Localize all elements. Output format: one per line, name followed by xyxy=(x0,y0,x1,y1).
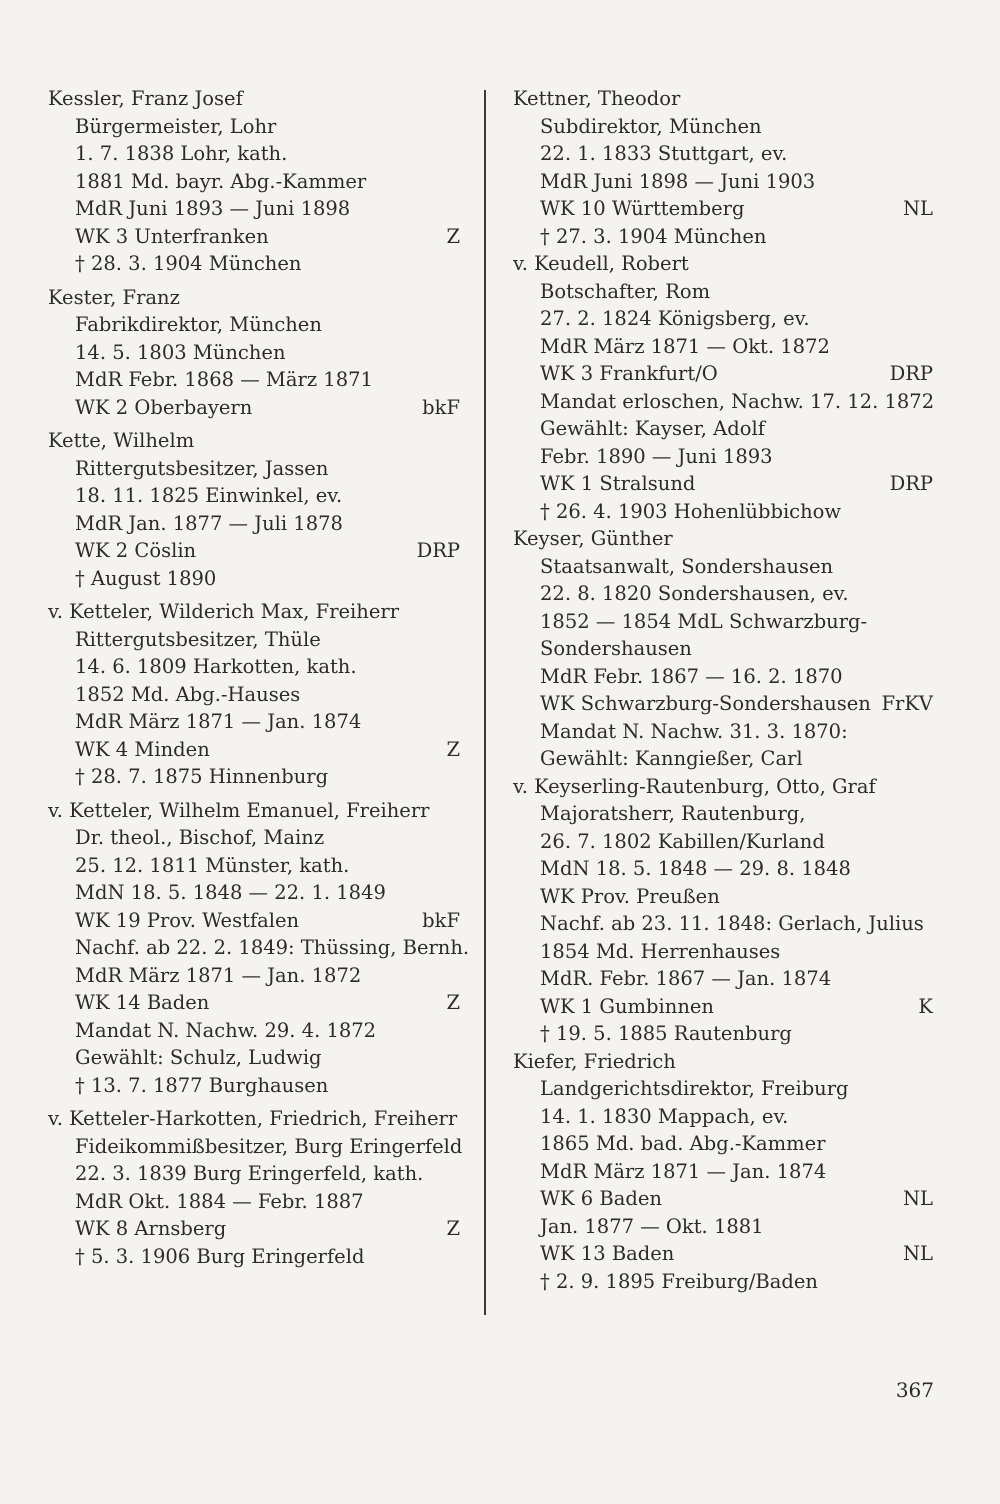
entry-detail-text: Gewählt: Kayser, Adolf xyxy=(540,417,765,440)
entry-name-text: Keyser, Günther xyxy=(513,527,673,550)
party-tag: NL xyxy=(902,1187,933,1210)
entry-detail-line xyxy=(513,1158,933,1186)
entry-detail-text: MdR. Febr. 1867 — Jan. 1874 xyxy=(540,967,832,990)
entry-detail-text: † 19. 5. 1885 Rautenburg xyxy=(540,1022,792,1045)
entry-detail-line xyxy=(513,168,933,196)
party-tag: Z xyxy=(446,1217,460,1240)
entry-name-text: Kester, Franz xyxy=(48,285,180,309)
entry-detail-text: Fideikommißbesitzer, Burg Eringerfeld xyxy=(75,1134,463,1158)
entry-detail-line xyxy=(48,113,460,141)
column-divider xyxy=(484,90,486,1315)
entry-detail-text: Febr. 1890 — Juni 1893 xyxy=(540,444,773,468)
entry-detail-line xyxy=(48,1017,460,1045)
entry-detail-text: WK 19 Prov. Westfalen xyxy=(75,908,300,932)
entry-detail-line xyxy=(513,690,933,718)
entry-detail-text: † 28. 7. 1875 Hinnenburg xyxy=(75,765,329,788)
entry-detail-line xyxy=(513,415,933,443)
entry-detail-line xyxy=(513,360,933,388)
entry-detail-line xyxy=(513,718,933,746)
entry-detail-line xyxy=(48,1243,460,1271)
party-tag: DRP xyxy=(416,539,460,562)
entry-detail-text: MdR Jan. 1877 — Juli 1878 xyxy=(75,511,343,535)
entry-name xyxy=(513,85,933,113)
party-tag: DRP xyxy=(889,362,933,385)
party-tag: Z xyxy=(446,224,460,248)
entry-detail-text: WK 3 Frankfurt/O xyxy=(540,362,718,385)
entry-detail-text: 26. 7. 1802 Kabillen/Kurland xyxy=(540,829,825,853)
entry-detail-text: MdR März 1871 — Jan. 1872 xyxy=(75,963,362,987)
entry-detail-line xyxy=(48,879,460,907)
entry-detail-line xyxy=(513,140,933,168)
entry-detail-text: 14. 6. 1809 Harkotten, kath. xyxy=(75,655,357,678)
entry-detail-text: 1. 7. 1838 Lohr, kath. xyxy=(75,142,288,165)
entry-detail-text: 14. 1. 1830 Mappach, ev. xyxy=(540,1104,789,1128)
party-tag: DRP xyxy=(889,472,933,495)
entry-detail-text: MdR März 1871 — Jan. 1874 xyxy=(75,710,362,733)
entry-detail-line xyxy=(48,1133,463,1161)
entry-detail-line xyxy=(513,1130,933,1158)
entry-detail-line xyxy=(513,635,933,663)
entry-name xyxy=(513,1048,933,1076)
entry-detail-line xyxy=(513,1075,933,1103)
entry-detail-text: 1852 Md. Abg.-Hauses xyxy=(75,682,301,706)
entry-detail-line xyxy=(48,394,460,422)
entry-detail-line xyxy=(513,333,933,361)
biography-entry xyxy=(513,85,933,250)
entry-detail-line xyxy=(48,339,460,367)
entry-detail-text: † 28. 3. 1904 München xyxy=(75,252,302,275)
entry-detail-line xyxy=(48,195,460,223)
entry-detail-text: 22. 1. 1833 Stuttgart, ev. xyxy=(540,142,788,165)
entry-name xyxy=(48,598,460,626)
entry-detail-line xyxy=(513,910,933,938)
entry-detail-text: Gewählt: Kanngießer, Carl xyxy=(540,747,803,770)
entry-detail-line xyxy=(513,965,933,993)
entry-detail-text: Mandat erloschen, Nachw. 17. 12. 1872 xyxy=(540,389,935,413)
right-column xyxy=(513,85,933,1295)
entry-detail-line xyxy=(513,443,933,471)
entry-name-text: v. Ketteler, Wilhelm Emanuel, Freiherr xyxy=(48,798,430,822)
entry-name xyxy=(48,85,460,113)
entry-detail-text: Nachf. ab 22. 2. 1849: Thüssing, Bernh. xyxy=(75,936,470,959)
entry-detail-line xyxy=(513,663,933,691)
entry-detail-line xyxy=(48,989,460,1017)
entry-detail-text: Rittergutsbesitzer, Thüle xyxy=(75,627,321,651)
entry-detail-text: 14. 5. 1803 München xyxy=(75,340,286,364)
entry-detail-line xyxy=(48,653,460,681)
entry-detail-text: † 26. 4. 1903 Hohenlübbichow xyxy=(540,499,842,523)
entry-detail-line xyxy=(48,565,460,593)
entry-detail-text: 27. 2. 1824 Königsberg, ev. xyxy=(540,307,810,330)
biography-entry xyxy=(513,773,933,1048)
entry-detail-line xyxy=(48,852,460,880)
entry-detail-line xyxy=(513,1020,933,1048)
entry-detail-text: 1852 — 1854 MdL Schwarzburg- xyxy=(540,609,868,633)
entry-detail-text: Subdirektor, München xyxy=(540,114,762,138)
entry-detail-text: † 27. 3. 1904 München xyxy=(540,224,767,248)
entry-detail-line xyxy=(48,824,460,852)
entry-detail-line xyxy=(513,498,933,526)
entry-detail-text: MdR Okt. 1884 — Febr. 1887 xyxy=(75,1189,364,1213)
entry-detail-line xyxy=(513,580,933,608)
entry-detail-text: Fabrikdirektor, München xyxy=(75,313,322,336)
entry-name-text: Kette, Wilhelm xyxy=(48,429,195,452)
entry-detail-text: Gewählt: Schulz, Ludwig xyxy=(75,1046,322,1069)
entry-detail-text: WK 2 Cöslin xyxy=(75,539,197,562)
entry-detail-line xyxy=(48,708,460,736)
entry-detail-line xyxy=(513,1103,933,1131)
entry-detail-text: MdR März 1871 — Jan. 1874 xyxy=(540,1159,827,1183)
entry-detail-text: † 13. 7. 1877 Burghausen xyxy=(75,1073,329,1097)
entry-detail-text: WK 13 Baden xyxy=(540,1242,675,1265)
entry-detail-text: 1881 Md. bayr. Abg.-Kammer xyxy=(75,169,367,193)
entry-detail-line xyxy=(48,311,460,339)
entry-detail-line xyxy=(513,195,933,223)
entry-name-text: v. Ketteler-Harkotten, Friedrich, Freiherr xyxy=(48,1107,458,1130)
entry-name-text: Kiefer, Friedrich xyxy=(513,1049,676,1073)
entry-detail-text: WK 1 Gumbinnen xyxy=(540,994,714,1018)
entry-detail-text: WK 3 Unterfranken xyxy=(75,224,269,248)
entry-detail-line xyxy=(513,828,933,856)
entry-detail-line xyxy=(48,168,460,196)
biography-entry xyxy=(48,284,460,422)
entry-detail-line xyxy=(513,938,933,966)
biography-entry xyxy=(513,525,933,773)
party-tag: Z xyxy=(446,991,460,1014)
party-tag: Z xyxy=(446,737,460,761)
entry-detail-text: Bürgermeister, Lohr xyxy=(75,114,277,138)
entry-detail-text: MdR Juni 1898 — Juni 1903 xyxy=(540,169,816,193)
party-tag: FrKV xyxy=(881,692,933,715)
entry-detail-text: MdR Juni 1893 — Juni 1898 xyxy=(75,197,351,220)
entry-detail-line xyxy=(48,934,470,962)
page-number: 367 xyxy=(895,1378,934,1402)
entry-detail-line xyxy=(48,1215,460,1243)
entry-detail-line xyxy=(513,993,933,1021)
entry-name-text: v. Keyserling-Rautenburg, Otto, Graf xyxy=(513,774,876,798)
entry-detail-text: MdR Febr. 1867 — 16. 2. 1870 xyxy=(540,664,843,688)
entry-detail-line xyxy=(48,626,460,654)
biography-entry xyxy=(48,598,460,791)
biography-entry xyxy=(48,85,460,278)
entry-detail-line xyxy=(48,510,460,538)
entry-detail-line xyxy=(513,1185,933,1213)
entry-name-text: v. Ketteler, Wilderich Max, Freiherr xyxy=(48,600,400,623)
entry-detail-line xyxy=(48,482,460,510)
entry-detail-text: Landgerichtsdirektor, Freiburg xyxy=(540,1077,849,1100)
entry-name-text: Kettner, Theodor xyxy=(513,87,681,110)
entry-detail-text: Mandat N. Nachw. 31. 3. 1870: xyxy=(540,719,848,743)
biography-entry xyxy=(48,797,470,1100)
entry-detail-text: 1854 Md. Herrenhauses xyxy=(540,939,781,963)
entry-detail-line xyxy=(48,1188,460,1216)
entry-detail-text: WK Schwarzburg-Sondershausen xyxy=(540,692,871,715)
entry-detail-line xyxy=(513,553,933,581)
entry-name xyxy=(513,250,933,278)
biography-entry xyxy=(48,1105,463,1270)
entry-detail-line xyxy=(513,1213,933,1241)
entry-detail-line xyxy=(513,855,933,883)
entry-detail-text: WK Prov. Preußen xyxy=(540,884,720,908)
entry-detail-line xyxy=(513,800,933,828)
biography-entry xyxy=(513,1048,933,1296)
entry-detail-line xyxy=(48,366,460,394)
entry-detail-text: 22. 8. 1820 Sondershausen, ev. xyxy=(540,582,849,605)
entry-detail-text: MdR Febr. 1868 — März 1871 xyxy=(75,368,373,391)
entry-detail-line xyxy=(48,250,460,278)
entry-detail-line xyxy=(513,1268,933,1296)
entry-name xyxy=(48,1105,460,1133)
entry-detail-text: 22. 3. 1839 Burg Eringerfeld, kath. xyxy=(75,1162,424,1185)
party-tag: bkF xyxy=(422,395,460,419)
entry-detail-text: Nachf. ab 23. 11. 1848: Gerlach, Julius xyxy=(540,912,924,935)
entry-detail-line xyxy=(513,223,933,251)
entry-detail-text: Rittergutsbesitzer, Jassen xyxy=(75,456,329,480)
entry-detail-text: Dr. theol., Bischof, Mainz xyxy=(75,826,325,849)
entry-detail-line xyxy=(48,537,460,565)
entry-detail-text: 25. 12. 1811 Münster, kath. xyxy=(75,853,350,877)
party-tag: NL xyxy=(902,197,933,220)
entry-detail-text: Mandat N. Nachw. 29. 4. 1872 xyxy=(75,1018,377,1042)
entry-detail-text: WK 6 Baden xyxy=(540,1187,662,1210)
entry-detail-line xyxy=(48,681,460,709)
party-tag: NL xyxy=(902,1242,933,1265)
entry-detail-line xyxy=(513,113,933,141)
entry-detail-text: † August 1890 xyxy=(75,566,217,590)
entry-detail-text: MdR März 1871 — Okt. 1872 xyxy=(540,334,830,358)
entry-name xyxy=(48,284,460,312)
entry-detail-text: Staatsanwalt, Sondershausen xyxy=(540,554,834,578)
biography-entry xyxy=(513,250,933,525)
entry-detail-text: MdN 18. 5. 1848 — 29. 8. 1848 xyxy=(540,857,851,880)
entry-detail-text: Sondershausen xyxy=(540,637,692,660)
entry-detail-text: WK 14 Baden xyxy=(75,991,210,1014)
entry-name xyxy=(48,427,460,455)
entry-name-text: Kessler, Franz Josef xyxy=(48,87,243,110)
entry-detail-line xyxy=(513,1240,933,1268)
entry-detail-line xyxy=(513,388,933,416)
entry-detail-line xyxy=(48,223,460,251)
entry-detail-text: WK 10 Württemberg xyxy=(540,197,745,220)
entry-detail-line xyxy=(48,1044,460,1072)
biography-entry xyxy=(48,427,460,592)
entry-detail-text: MdN 18. 5. 1848 — 22. 1. 1849 xyxy=(75,881,386,904)
entry-detail-text: † 2. 9. 1895 Freiburg/Baden xyxy=(540,1269,818,1293)
entry-name xyxy=(48,797,460,825)
entry-name xyxy=(513,773,933,801)
entry-detail-line xyxy=(48,140,460,168)
entry-detail-line xyxy=(48,1072,460,1100)
entry-detail-line xyxy=(513,470,933,498)
entry-detail-line xyxy=(513,278,933,306)
party-tag: K xyxy=(918,994,933,1018)
entry-detail-line xyxy=(513,745,933,773)
entry-detail-text: 18. 11. 1825 Einwinkel, ev. xyxy=(75,484,343,507)
entry-detail-text: WK 1 Stralsund xyxy=(540,472,696,495)
entry-detail-text: Jan. 1877 — Okt. 1881 xyxy=(540,1214,764,1238)
entry-detail-line xyxy=(48,907,460,935)
entry-detail-line xyxy=(513,608,933,636)
entry-detail-text: WK 8 Arnsberg xyxy=(75,1217,227,1240)
entry-detail-line xyxy=(48,962,460,990)
entry-detail-text: WK 4 Minden xyxy=(75,737,210,761)
entry-name-text: v. Keudell, Robert xyxy=(513,252,689,275)
entry-detail-text: Botschafter, Rom xyxy=(540,279,711,303)
entry-detail-line xyxy=(48,736,460,764)
entry-detail-text: † 5. 3. 1906 Burg Eringerfeld xyxy=(75,1244,365,1268)
entry-name xyxy=(513,525,933,553)
party-tag: bkF xyxy=(422,908,460,932)
entry-detail-line xyxy=(513,883,933,911)
entry-detail-line xyxy=(48,1160,460,1188)
entry-detail-line xyxy=(48,455,460,483)
entry-detail-line xyxy=(513,305,933,333)
entry-detail-text: WK 2 Oberbayern xyxy=(75,395,253,419)
entry-detail-line xyxy=(48,763,460,791)
entry-detail-text: 1865 Md. bad. Abg.-Kammer xyxy=(540,1132,826,1155)
left-column xyxy=(48,85,470,1270)
entry-detail-text: Majoratsherr, Rautenburg, xyxy=(540,802,806,825)
